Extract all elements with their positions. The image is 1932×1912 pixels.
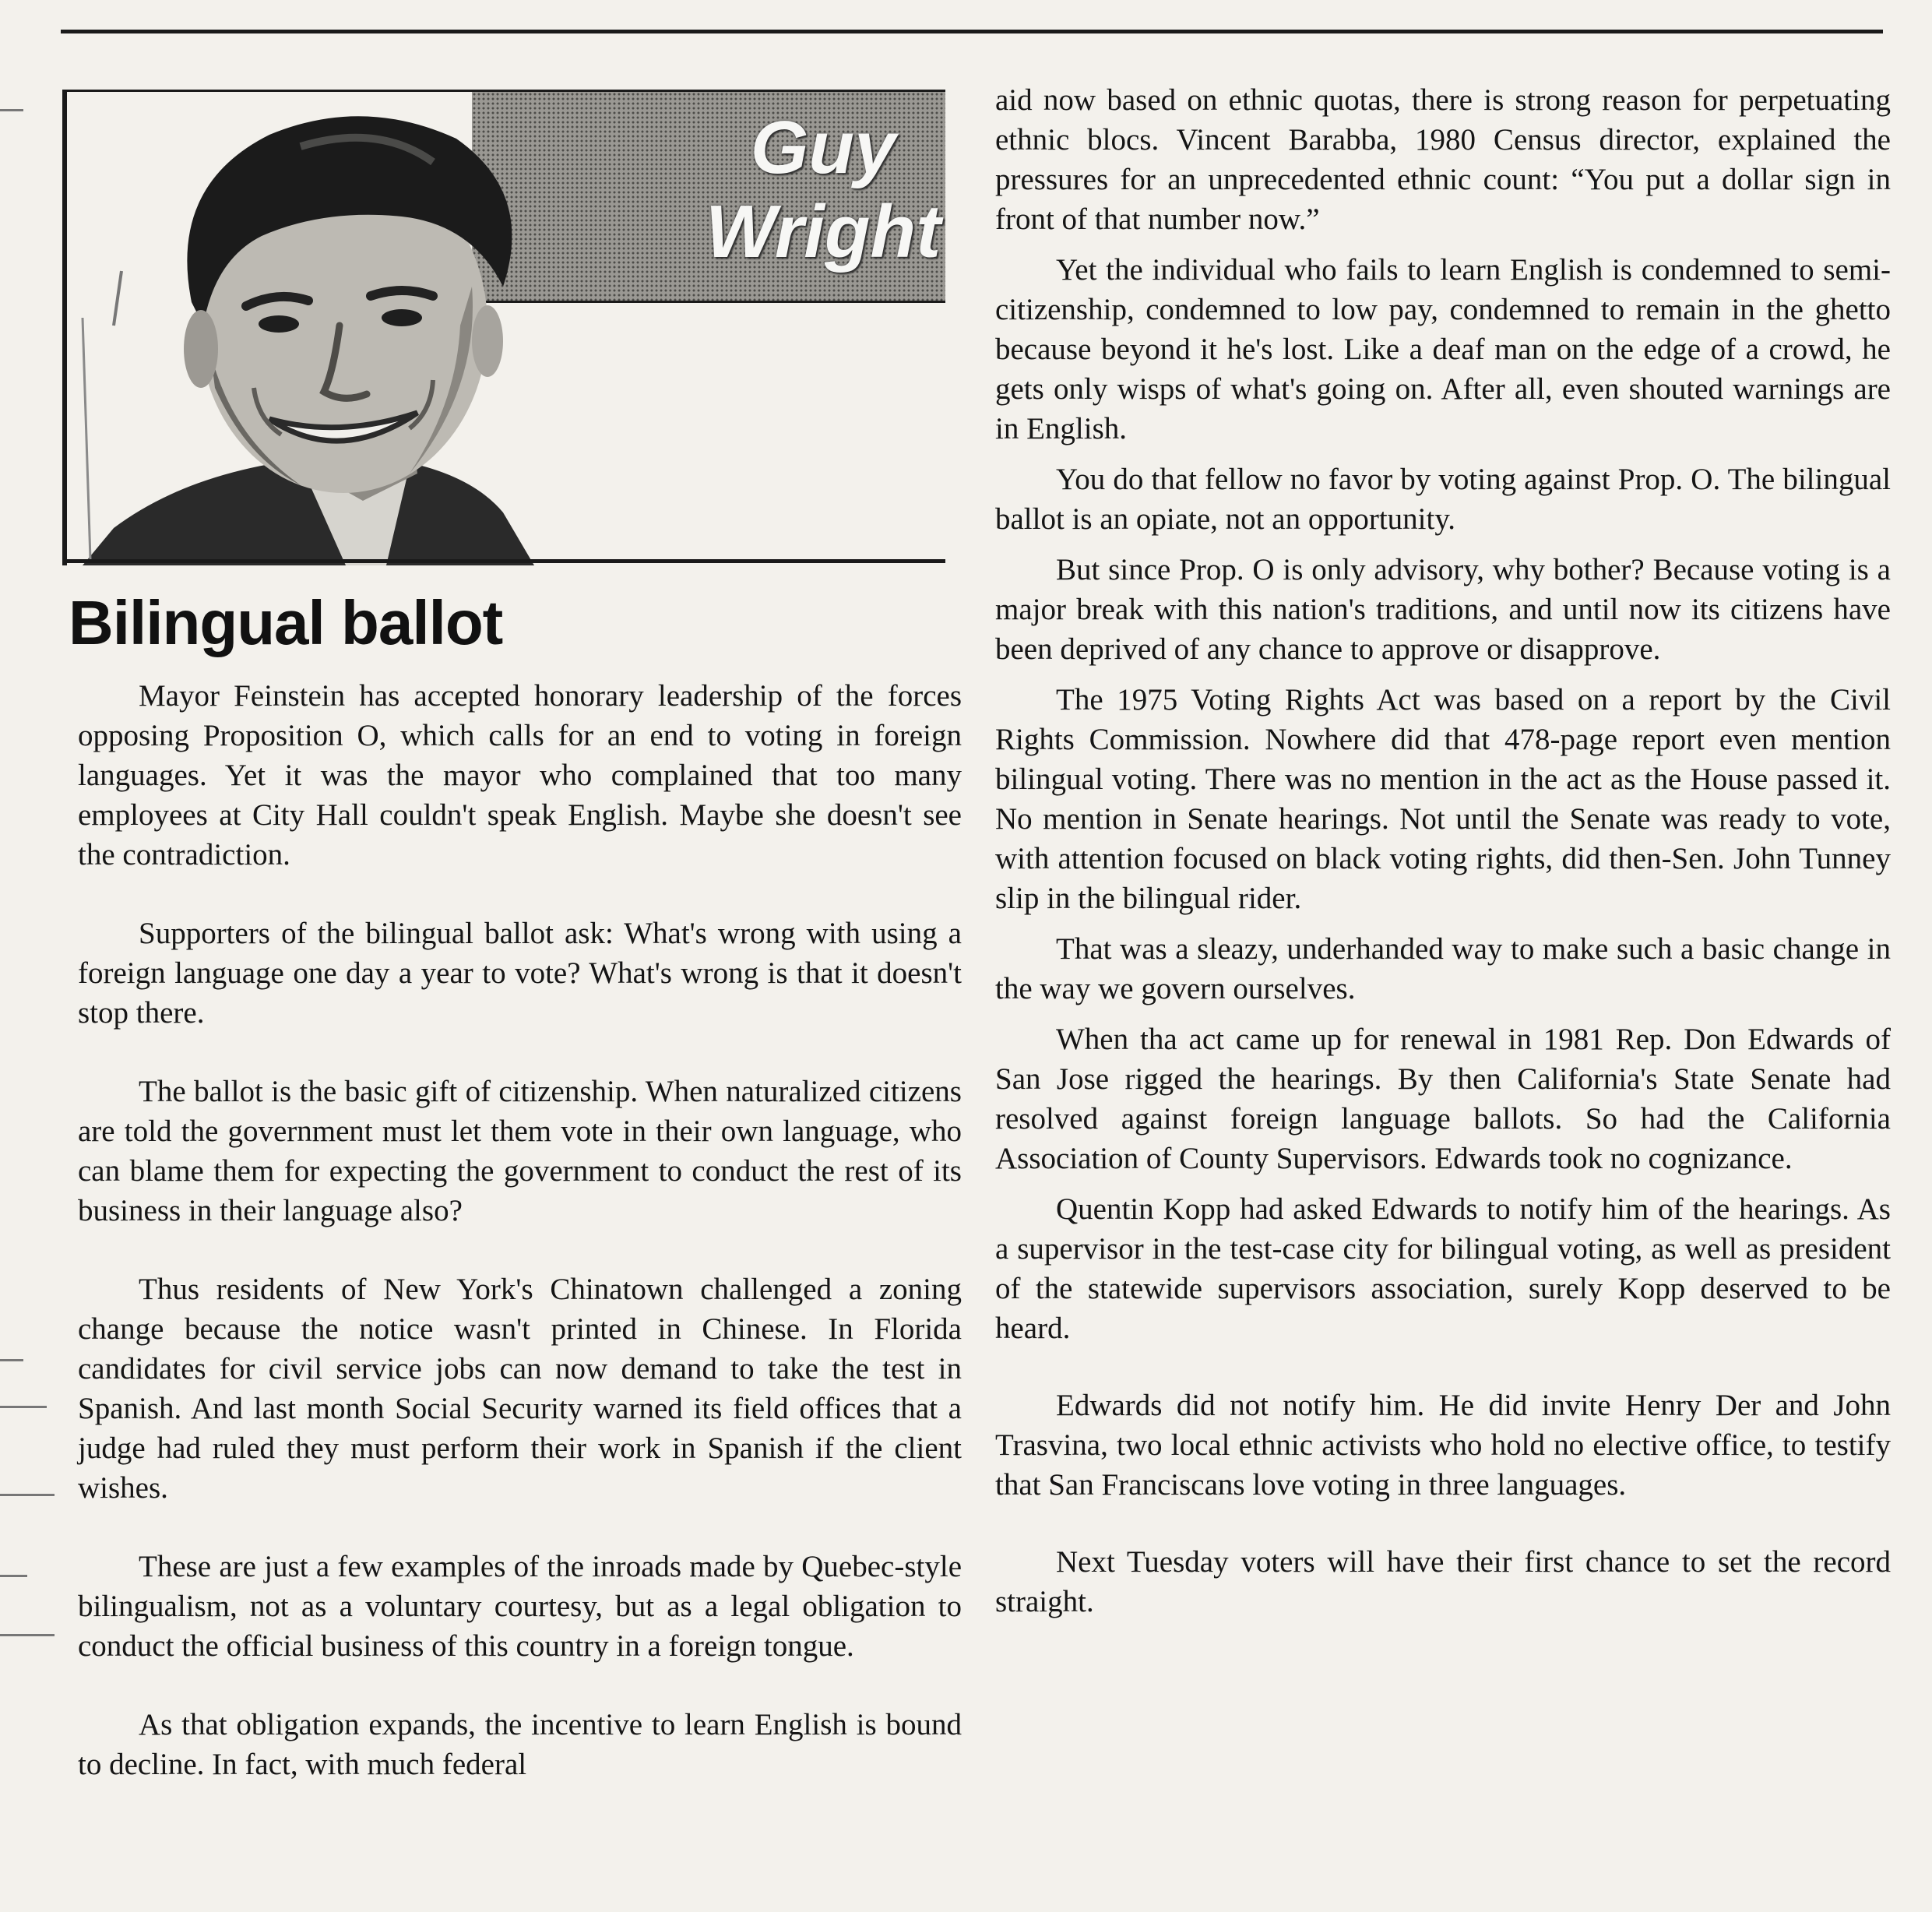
article-paragraph: Edwards did not notify him. He did invite Henry Der and John Trasvina, two local ethnic activists who hold no elective office, to testify that San Franciscans love voting in three languages.	[995, 1389, 1891, 1502]
article-paragraph: Thus residents of New York's Chinatown challenged a zoning change because the notice wasn't printed in Chinese. In Florida candidates for civil service jobs can now demand to take the test in Spanish. And last month Social Security warned its field offices that a judge had ruled they must perform their work in Spanish if the client wishes.	[78, 1273, 962, 1505]
article-paragraph: Yet the individual who fails to learn English is condemned to semi-citizenship, condemned to low pay, condemned to remain in the ghetto because beyond it he's lost. Like a deaf man on the edge of a crowd, he gets only wisps of what's going on. After all, even shouted warnings are in English.	[995, 253, 1891, 445]
portrait-background-line	[83, 318, 90, 559]
margin-mark	[0, 1494, 55, 1496]
portrait-left-eye	[259, 315, 299, 333]
article-paragraph: But since Prop. O is only advisory, why bother? Because voting is a major break with this nation's traditions, and until now its citizens have been deprived of any chance to approve or disapprove.	[995, 553, 1891, 666]
columnist-last-name: Wright	[706, 190, 941, 273]
photo-bottom-rule	[62, 559, 945, 563]
margin-mark	[0, 1634, 55, 1636]
article-paragraph: aid now based on ethnic quotas, there is strong reason for perpetuating ethnic blocs. Vincent Barabba, 1980 Census director, explained the pressures for an unprecedented ethnic count: “You put a dollar sign in front of that number now.”	[995, 83, 1891, 236]
article-paragraph: Quentin Kopp had asked Edwards to notify him of the hearings. As a supervisor in the test-case city for bilingual voting, as well as president of the statewide supervisors association, surely Kopp deserved to be heard.	[995, 1192, 1891, 1345]
article-paragraph: Mayor Feinstein has accepted honorary leadership of the forces opposing Proposition O, which calls for an end to voting in foreign languages. Yet it was the mayor who complained that too many employees at City Hall couldn't speak English. Maybe she doesn't see the contradiction.	[78, 679, 962, 871]
article-paragraph: As that obligation expands, the incentive to learn English is bound to decline. In fact, with much federal	[78, 1708, 962, 1781]
portrait-right-eyebrow	[371, 290, 433, 296]
portrait-left-ear	[184, 310, 218, 388]
margin-mark	[0, 109, 23, 111]
margin-mark	[0, 1575, 27, 1577]
portrait-background-line	[114, 271, 121, 326]
columnist-photo-box	[62, 90, 945, 565]
article-paragraph: You do that fellow no favor by voting against Prop. O. The bilingual ballot is an opiate, not an opportunity.	[995, 463, 1891, 536]
article-right-column	[995, 80, 1891, 1632]
article-paragraph: When tha act came up for renewal in 1981 Rep. Don Edwards of San Jose rigged the hearings. By then California's State Senate had resolved against foreign language ballots. So had the California Association of County Supervisors. Edwards took no cognizance.	[995, 1023, 1891, 1175]
columnist-first-name: Guy	[750, 106, 896, 189]
article-paragraph: Next Tuesday voters will have their first chance to set the record straight.	[995, 1545, 1891, 1618]
article-headline: Bilingual ballot	[69, 588, 503, 657]
portrait-right-ear	[472, 305, 503, 377]
portrait-right-eye	[382, 309, 422, 326]
article-paragraph: That was a sleazy, underhanded way to make such a basic change in the way we govern ourselves.	[995, 932, 1891, 1005]
margin-mark	[0, 1406, 47, 1408]
article-paragraph: These are just a few examples of the inroads made by Quebec-style bilingualism, not as a voluntary courtesy, but as a legal obligation to conduct the official business of this country in a foreign tongue.	[78, 1550, 962, 1663]
article-paragraph: The 1975 Voting Rights Act was based on a report by the Civil Rights Commission. Nowhere did that 478-page report even mention bilingual voting. There was no mention in the act as the House passed it. No mention in Senate hearings. Not until the Senate was ready to vote, with attention focused on black voting rights, did then-Sen. John Tunney slip in the bilingual rider.	[995, 683, 1891, 915]
article-paragraph: Supporters of the bilingual ballot ask: What's wrong with using a foreign language one day a year to vote? What's wrong is that it doesn't stop there.	[78, 917, 962, 1030]
columnist-portrait-icon	[67, 92, 945, 565]
top-rule	[61, 30, 1883, 33]
article-left-column	[78, 676, 962, 1823]
margin-mark	[0, 1359, 23, 1361]
article-paragraph: The ballot is the basic gift of citizenship. When naturalized citizens are told the government must let them vote in their own language, who can blame them for expecting the government to conduct the rest of its business in their language also?	[78, 1075, 962, 1227]
